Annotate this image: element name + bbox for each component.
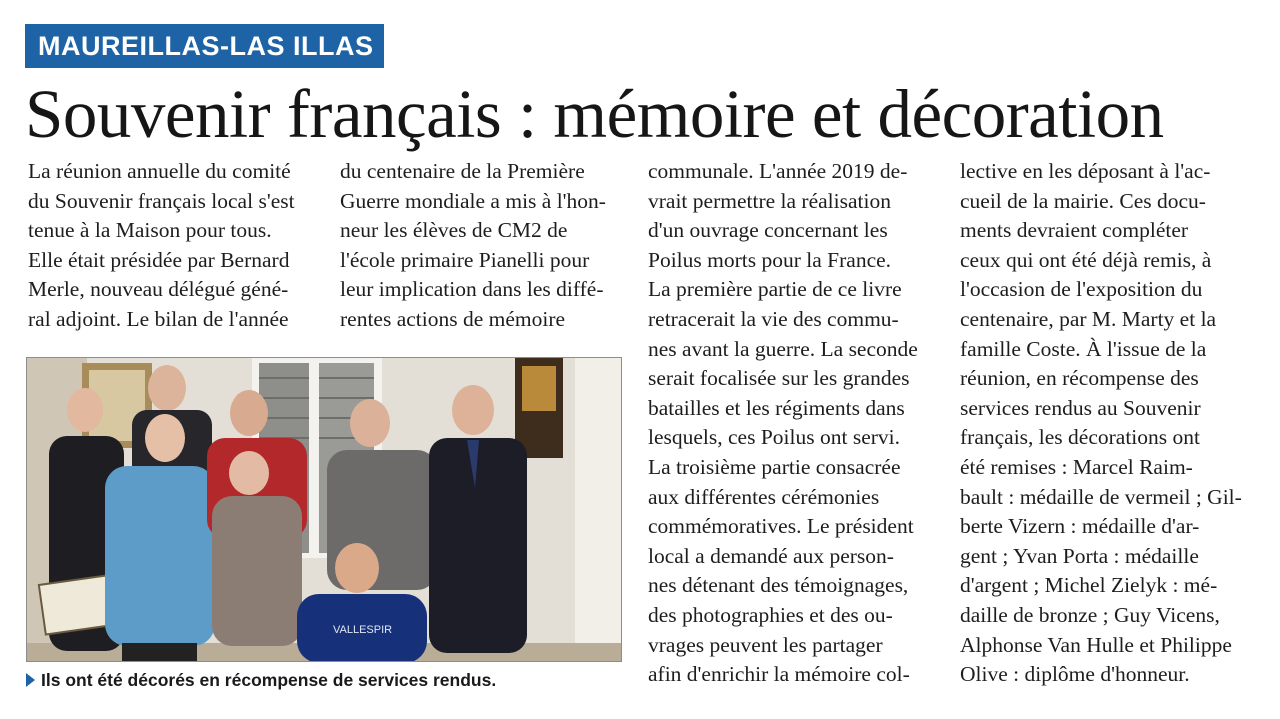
column-line: Alphonse Van Hulle et Philippe [960, 632, 1232, 657]
column-line: cueil de la mairie. Ces docu- [960, 188, 1206, 213]
column-line: tenue à la Maison pour tous. [28, 218, 272, 243]
column-line: d'un ouvrage concernant les [648, 218, 888, 243]
photo-caption-text: Ils ont été décorés en récompense de services rendus. [41, 670, 497, 690]
column-line: l'école primaire Pianelli pour [340, 247, 590, 272]
column-line: La première partie de ce livre [648, 277, 902, 302]
column-line: l'occasion de l'exposition du [960, 277, 1203, 302]
column-line: leur implication dans les diffé- [340, 277, 604, 302]
column-line: batailles et les régiments dans [648, 395, 905, 420]
column-line: daille de bronze ; Guy Vicens, [960, 602, 1220, 627]
column-line: nes avant la guerre. La seconde [648, 336, 918, 361]
column-line: La réunion annuelle du comité [28, 159, 291, 183]
column-line: retracerait la vie des commu- [648, 306, 899, 331]
caption-marker-icon [26, 673, 35, 687]
column-line: La troisième partie consacrée [648, 454, 901, 479]
column-line: lesquels, ces Poilus ont servi. [648, 425, 901, 450]
column-line: centenaire, par M. Marty et la [960, 306, 1217, 331]
column-line: bault : médaille de vermeil ; Gil- [960, 484, 1242, 509]
column-line: services rendus au Souvenir [960, 395, 1201, 420]
column-line: nes détenant des témoignages, [648, 573, 909, 598]
column-line: Olive : diplôme d'honneur. [960, 662, 1190, 687]
article-column-3 [648, 157, 938, 690]
column-line: afin d'enrichir la mémoire col- [648, 662, 910, 687]
column-line: local a demandé aux person- [648, 543, 894, 568]
column-line: commémoratives. Le président [648, 514, 914, 539]
column-line: Elle était présidée par Bernard [28, 247, 290, 272]
column-line: gent ; Yvan Porta : médaille [960, 543, 1199, 568]
article-column-4 [960, 157, 1250, 690]
column-line: vrait permettre la réalisation [648, 188, 891, 213]
column-line: aux différentes cérémonies [648, 484, 880, 509]
sweatshirt-text: VALLESPIR [333, 624, 393, 636]
group-photo [26, 357, 622, 662]
column-line: berte Vizern : médaille d'ar- [960, 514, 1200, 539]
photo-caption [26, 668, 626, 692]
column-line: des photographies et des ou- [648, 602, 893, 627]
column-line: Merle, nouveau délégué géné- [28, 277, 289, 302]
column-line: du Souvenir français local s'est [28, 188, 295, 213]
column-line: ral adjoint. Le bilan de l'année [28, 306, 289, 331]
column-line: Guerre mondiale a mis à l'hon- [340, 188, 606, 213]
locality-banner: MAUREILLAS-LAS ILLAS [25, 24, 384, 68]
column-line: famille Coste. À l'issue de la [960, 336, 1207, 361]
column-line: d'argent ; Michel Zielyk : mé- [960, 573, 1218, 598]
group-photo-illustration [27, 358, 622, 662]
article-column-1 [28, 157, 313, 335]
column-line: serait focalisée sur les grandes [648, 366, 910, 391]
column-line: français, les décorations ont [960, 425, 1200, 450]
column-line: du centenaire de la Première [340, 159, 585, 183]
column-line: communale. L'année 2019 de- [648, 159, 908, 183]
column-line: Poilus morts pour la France. [648, 247, 892, 272]
column-line: ceux qui ont été déjà remis, à [960, 247, 1212, 272]
column-line: réunion, en récompense des [960, 366, 1199, 391]
column-line: été remises : Marcel Raim- [960, 454, 1193, 479]
column-line: lective en les déposant à l'ac- [960, 159, 1211, 183]
column-line: neur les élèves de CM2 de [340, 218, 568, 243]
column-line: rentes actions de mémoire [340, 306, 566, 331]
column-line: vrages peuvent les partager [648, 632, 883, 657]
article-column-2 [340, 157, 625, 335]
column-line: ments devraient compléter [960, 218, 1189, 243]
article-headline: Souvenir français : mémoire et décoration [25, 76, 1164, 152]
